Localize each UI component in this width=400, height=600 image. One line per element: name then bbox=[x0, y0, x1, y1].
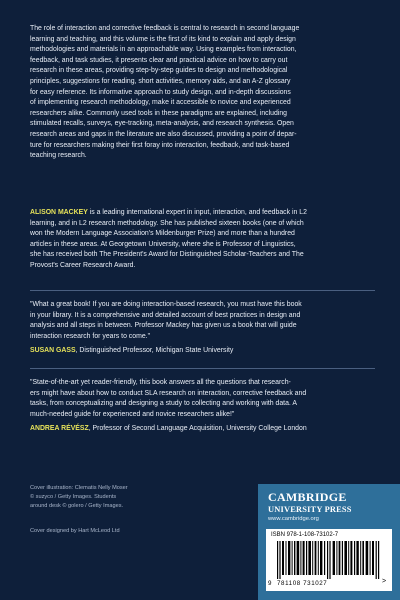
endorser-affiliation: , Distinguished Professor, Michigan State University bbox=[75, 347, 234, 354]
isbn-label: ISBN 978-1-108-73102-7 bbox=[271, 532, 339, 538]
blurb-line: teaching research. bbox=[30, 152, 87, 160]
barcode-digit-lead: 9 bbox=[268, 580, 272, 587]
quote-line: "State-of-the-art yet reader-friendly, this book answers all the questions that research- bbox=[30, 379, 291, 386]
quote-line: much-needed guide for experienced and novice researchers alike!" bbox=[30, 410, 235, 418]
blurb-line: research areas and gaps in the literature are also discussed, providing a point of depar- bbox=[30, 130, 297, 138]
bio-line: learning, and in L2 research methodology. She has published sixteen books (one of which bbox=[30, 219, 304, 227]
quote-line: tasks, from conceptualizing and designing a study to collecting and working with data. A bbox=[30, 400, 297, 408]
barcode-digits: 781108 731027 bbox=[277, 580, 328, 587]
blurb-line: ture for researchers making their first foray into interaction, feedback, and task-based bbox=[30, 141, 290, 149]
cover-credits bbox=[30, 484, 128, 511]
blurb-line: research in these areas, providing step-by-step guides to design and methodological bbox=[30, 67, 288, 75]
bio-line: Provost's Career Research Award. bbox=[30, 261, 136, 269]
blurb-line: stimulated recalls, surveys, eye-tracking, meta-analysis, and research synthesis. Open bbox=[30, 120, 294, 128]
quote-line: ers might have about how to conduct SLA research on interaction, corrective feedback and bbox=[30, 389, 307, 397]
blurb-line: methodologies and materials in an approachable way. Using examples from interaction, bbox=[30, 46, 297, 54]
blurb-line: of implementing research methodology, make it accessible to novice and experienced bbox=[30, 99, 291, 107]
bio-line: won the Modern Language Association's Mildenburger Prize) and more than a hundred bbox=[30, 230, 295, 238]
bio-line: is a leading international expert in input, interaction, and feedback in L2 bbox=[87, 209, 307, 216]
endorser-name: SUSAN GASS bbox=[30, 347, 76, 354]
quote-line: interaction research for years to come." bbox=[30, 332, 151, 340]
quote-line: "What a great book! If you are doing interaction-based research, you must have this book bbox=[30, 301, 302, 308]
design-credit: Cover designed by Hart McLeod Ltd bbox=[30, 528, 120, 534]
publisher-logo-name: CAMBRIDGE bbox=[268, 490, 347, 504]
blurb-line: for easy reference. Its informative approach to study design, and in-depth discussions bbox=[30, 88, 291, 96]
blurb-line: principles, suggestions for reading, short activities, memory aids, and an A-Z glossary bbox=[30, 77, 291, 85]
endorser-name: ANDREA RÉVÉSZ bbox=[30, 425, 89, 432]
credit-line: © suzyco / Getty Images. Students bbox=[30, 494, 117, 500]
bio-line: she has received both The President's Award for Distinguished Scholar-Teachers and The bbox=[30, 251, 304, 259]
quote-line: analysis and all steps in between. Professor Mackey has given us a book that will guide bbox=[30, 322, 297, 330]
author-name: ALISON MACKEY bbox=[30, 209, 88, 216]
publisher-logo-sub: UNIVERSITY PRESS bbox=[268, 505, 352, 514]
endorser-affiliation: , Professor of Second Language Acquisition, University College London bbox=[88, 425, 307, 432]
credit-line: around desk © golero / Getty Images. bbox=[30, 503, 124, 509]
blurb-line: researchers alike. Commonly used tools in these paradigms are explained, including bbox=[30, 109, 288, 117]
credit-line: Cover illustration: Clematis Nelly Moser bbox=[30, 485, 128, 491]
quote-line: in your library. It is a comprehensive and detailed account of best practices in design and bbox=[30, 311, 301, 319]
endorser-2 bbox=[30, 424, 375, 434]
endorser-1 bbox=[30, 346, 375, 356]
book-description bbox=[30, 24, 375, 162]
section-divider bbox=[30, 368, 375, 369]
blurb-line: The role of interaction and corrective feedback is central to research in second language bbox=[30, 25, 300, 32]
endorsement-quote-2 bbox=[30, 378, 375, 420]
barcode-icon bbox=[277, 541, 381, 579]
blurb-line: learning and teaching, and this volume is the first of its kind to explain and apply design bbox=[30, 35, 296, 43]
blurb-line: feedback, and task studies, it presents clear and practical advice on how to carry out bbox=[30, 56, 288, 64]
barcode-chevron: > bbox=[382, 578, 387, 585]
author-bio bbox=[30, 208, 375, 272]
section-divider bbox=[30, 290, 375, 291]
publisher-url: www.cambridge.org bbox=[268, 516, 319, 522]
bio-line: articles in these areas. At Georgetown University, where she is Professor of Linguistics, bbox=[30, 240, 296, 248]
endorsement-quote-1 bbox=[30, 300, 375, 342]
